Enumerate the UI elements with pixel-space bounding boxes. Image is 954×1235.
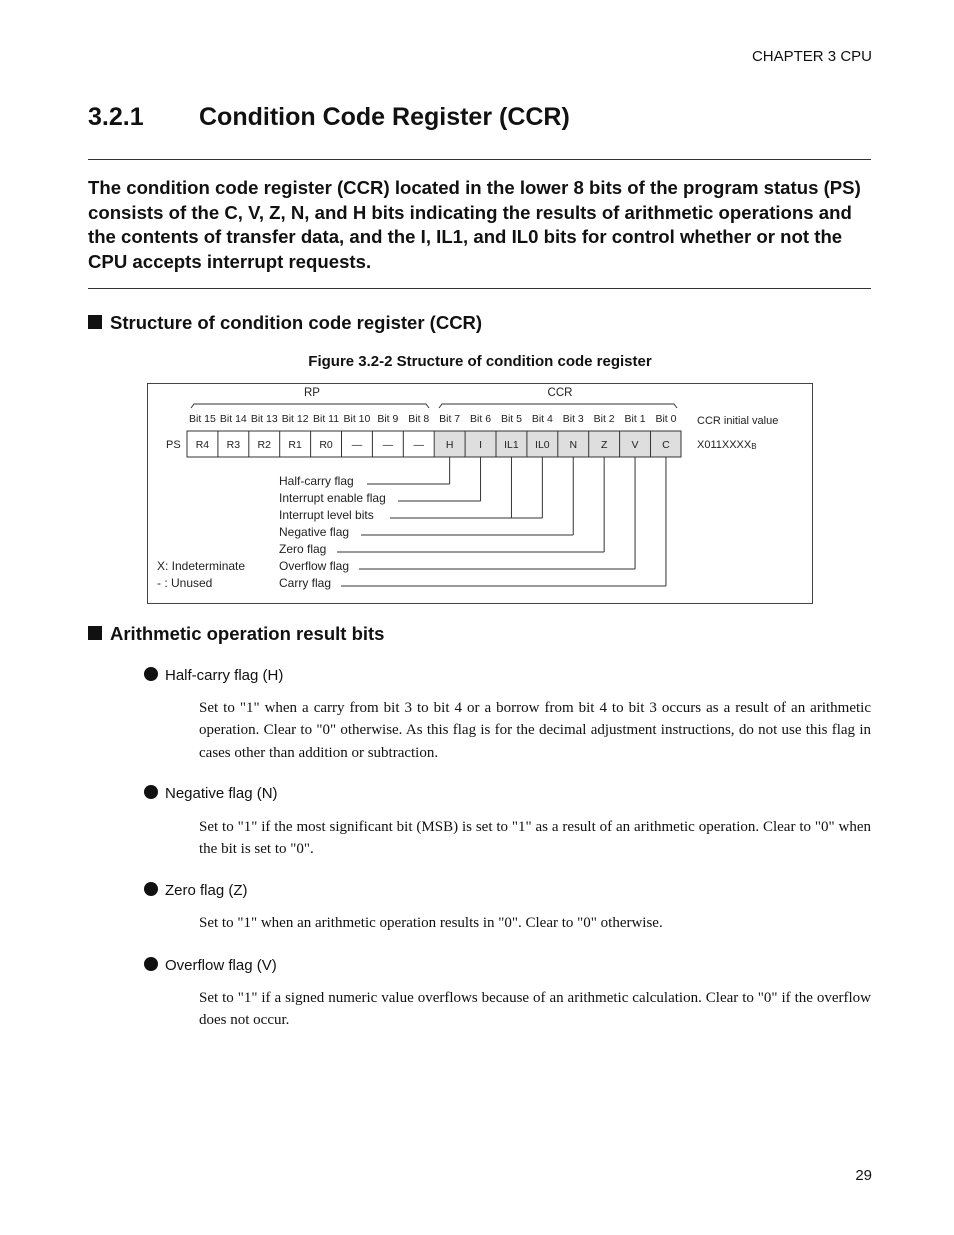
half-carry-title: Half-carry flag (H)	[165, 667, 284, 684]
legend-unused: - : Unused	[157, 576, 213, 590]
register-cell: R3	[226, 439, 241, 451]
bit-label: Bit 14	[219, 413, 247, 425]
flag-label: Carry flag	[279, 576, 332, 590]
page-number: 29	[855, 1167, 872, 1184]
ccr-initial-value-label: CCR initial value	[697, 415, 779, 427]
circle-bullet-icon	[144, 957, 158, 971]
circle-bullet-icon	[144, 667, 158, 681]
bit-label: Bit 13	[250, 413, 278, 425]
section-title-text: Condition Code Register (CCR)	[199, 103, 570, 131]
circle-bullet-icon	[144, 785, 158, 799]
overflow-description: Set to "1" if a signed numeric value overflows because of an arithmetic calculation. Clear to "0" if the overflow does not occur.	[199, 990, 871, 1029]
structure-heading-text: Structure of condition code register (CCR)	[110, 312, 483, 333]
flag-label: Overflow flag	[279, 559, 350, 573]
ccr-label: CCR	[547, 387, 573, 399]
square-bullet-icon	[88, 626, 102, 640]
register-cell: IL1	[504, 439, 519, 451]
bit-label: Bit 10	[343, 413, 371, 425]
ccr-initial-value-suffix: B	[751, 442, 757, 451]
register-cell: N	[569, 439, 578, 451]
ccr-initial-value-text: X011XXXX	[697, 439, 752, 451]
intro-summary: The condition code register (CCR) located in the lower 8 bits of the program status (PS) consists of the C, V, Z, N, and H bits indicating the results of arithmetic operations and the contents of transfer data, and the I, IL1, and IL0 bits for control whether or not the CPU accepts interrupt requests.	[88, 177, 861, 272]
bit-label: Bit 11	[313, 413, 340, 425]
bottom-rule	[88, 288, 871, 289]
register-cell: V	[631, 439, 639, 451]
half-carry-description: Set to "1" when a carry from bit 3 to bit 4 or a borrow from bit 4 to bit 3 occurs as a result of an arithmetic operation. Clear to "0" otherwise. As this flag is for the decimal adjustment instructions, do not use this flag in cases other than addition or subtraction.	[199, 700, 871, 761]
flag-label: Interrupt level bits	[279, 508, 374, 522]
bit-label: Bit 7	[439, 413, 461, 425]
register-cell: —	[413, 439, 424, 451]
register-cell: Z	[600, 439, 608, 451]
flag-label: Zero flag	[279, 542, 327, 556]
top-rule	[88, 159, 871, 160]
bit-label: Bit 12	[281, 413, 309, 425]
half-carry-heading	[144, 667, 283, 684]
bit-label: Bit 5	[500, 413, 522, 425]
bit-label: Bit 1	[624, 413, 646, 425]
negative-description: Set to "1" if the most significant bit (MSB) is set to "1" as a result of an arithmetic operation. Clear to "0" when the bit is set to "0".	[199, 819, 871, 858]
register-cell: C	[662, 439, 670, 451]
bit-label: Bit 6	[470, 413, 492, 425]
bit-label: Bit 3	[562, 413, 584, 425]
flag-label: Half-carry flag	[279, 474, 354, 488]
register-cell: —	[382, 439, 394, 451]
arith-heading-text: Arithmetic operation result bits	[110, 623, 385, 644]
register-cell: R1	[288, 439, 302, 451]
zero-title: Zero flag (Z)	[165, 882, 248, 899]
structure-heading	[88, 312, 482, 334]
ccr-brace	[439, 404, 677, 408]
negative-title: Negative flag (N)	[165, 785, 278, 802]
register-cell: R4	[195, 439, 210, 451]
ccr-diagram	[148, 384, 812, 603]
register-cell: R0	[319, 439, 333, 451]
figure-caption: Figure 3.2-2 Structure of condition code register	[308, 353, 652, 370]
bit-label: Bit 15	[189, 413, 216, 425]
legend-indeterminate: X: Indeterminate	[157, 559, 246, 573]
section-title	[88, 103, 570, 132]
bit-label: Bit 4	[531, 413, 553, 425]
bit-label: Bit 2	[593, 413, 615, 425]
rp-brace	[191, 404, 429, 408]
overflow-title: Overflow flag (V)	[165, 957, 277, 974]
arith-heading	[88, 623, 384, 645]
chapter-header: CHAPTER 3 CPU	[751, 48, 872, 65]
bit-label: Bit 9	[377, 413, 399, 425]
flag-label: Negative flag	[279, 525, 350, 539]
negative-heading	[144, 785, 278, 802]
zero-heading	[144, 882, 248, 899]
bit-label: Bit 8	[408, 413, 430, 425]
rp-label: RP	[304, 387, 320, 399]
register-cell: R2	[257, 439, 271, 451]
square-bullet-icon	[88, 315, 102, 329]
register-cell: I	[479, 439, 483, 451]
register-cell: H	[445, 439, 454, 451]
circle-bullet-icon	[144, 882, 158, 896]
overflow-heading	[144, 957, 277, 974]
ccr-structure-figure	[147, 383, 813, 604]
register-cell: IL0	[535, 439, 550, 451]
zero-description: Set to "1" when an arithmetic operation results in "0". Clear to "0" otherwise.	[199, 915, 663, 931]
register-cell: —	[351, 439, 363, 451]
bit-label: Bit 0	[655, 413, 677, 425]
flag-label: Interrupt enable flag	[279, 491, 386, 505]
ccr-initial-value	[697, 439, 757, 451]
ps-label: PS	[166, 439, 181, 451]
section-number: 3.2.1	[88, 103, 144, 131]
